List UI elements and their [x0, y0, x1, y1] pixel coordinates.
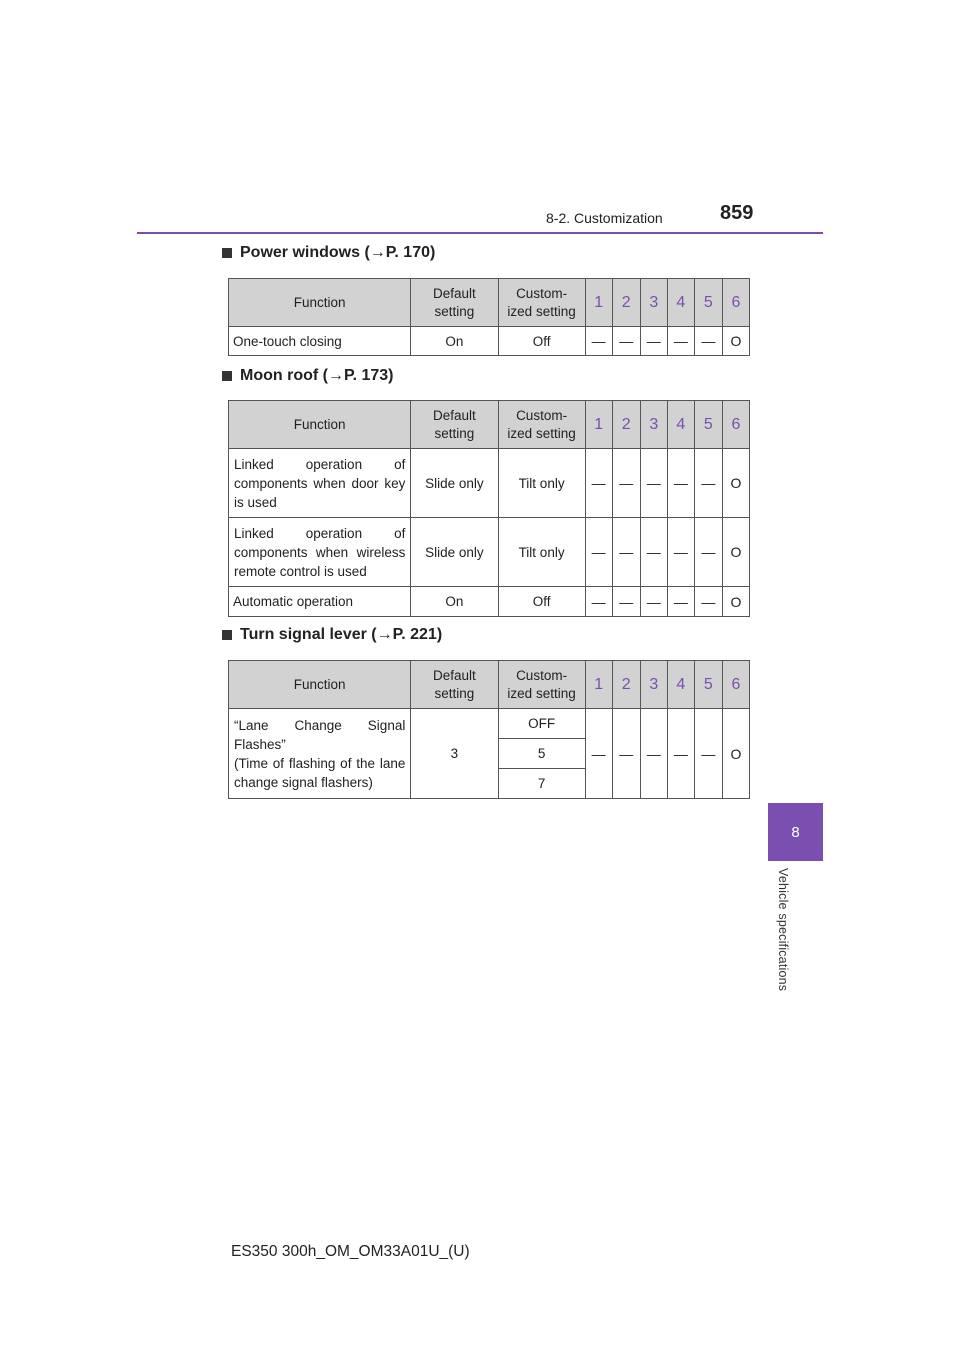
mark-cell: O — [722, 709, 749, 799]
mark-cell: — — [667, 518, 694, 587]
section-title: 8-2. Customization — [546, 210, 663, 226]
header-divider — [137, 232, 823, 234]
custom-option-cell: OFF — [498, 709, 585, 739]
section-heading-power-windows — [222, 244, 435, 262]
mark-cell: — — [640, 449, 667, 518]
mark-cell: — — [667, 709, 694, 799]
header-number-4: 4 — [667, 401, 694, 449]
header-number-2: 2 — [612, 401, 640, 449]
table-row — [229, 327, 750, 356]
header-number-3: 3 — [640, 401, 667, 449]
page-reference-link[interactable]: →P. 170) — [369, 244, 436, 261]
mark-cell: — — [585, 587, 612, 617]
header-number-1: 1 — [585, 401, 612, 449]
mark-cell: — — [612, 709, 640, 799]
function-cell: Linked operation of components when wireless remote control is used — [229, 518, 411, 587]
mark-cell: — — [585, 518, 612, 587]
custom-cell: Tilt only — [498, 518, 585, 587]
header-number-5: 5 — [694, 401, 722, 449]
table-row — [229, 518, 750, 587]
mark-cell: — — [640, 327, 667, 356]
header-number-3: 3 — [640, 661, 667, 709]
table-row — [229, 709, 750, 739]
square-bullet-icon — [222, 248, 232, 258]
custom-cell: Off — [498, 327, 585, 356]
mark-cell: — — [585, 709, 612, 799]
header-number-6: 6 — [722, 279, 749, 327]
header-number-2: 2 — [612, 661, 640, 709]
header-default-setting: Default setting — [411, 401, 498, 449]
mark-cell: — — [640, 709, 667, 799]
table-row — [229, 449, 750, 518]
section-heading-text: Moon roof ( — [240, 367, 328, 384]
mark-cell: — — [667, 449, 694, 518]
mark-cell: — — [694, 587, 722, 617]
custom-option-cell: 7 — [498, 769, 585, 799]
power-windows-table — [228, 278, 750, 356]
mark-cell: O — [722, 449, 749, 518]
page-reference-link[interactable]: →P. 173) — [327, 367, 394, 384]
moon-roof-table — [228, 400, 750, 617]
header-customized-setting: Custom- ized setting — [498, 661, 585, 709]
section-heading-moon-roof — [222, 367, 394, 385]
mark-cell: O — [722, 587, 749, 617]
mark-cell: — — [694, 709, 722, 799]
table-row — [229, 587, 750, 617]
mark-cell: — — [585, 327, 612, 356]
mark-cell: — — [667, 327, 694, 356]
default-cell: On — [411, 327, 498, 356]
turn-signal-table — [228, 660, 750, 799]
header-number-5: 5 — [694, 661, 722, 709]
square-bullet-icon — [222, 371, 232, 381]
mark-cell: — — [612, 449, 640, 518]
custom-cell: Tilt only — [498, 449, 585, 518]
default-cell: Slide only — [411, 449, 498, 518]
mark-cell: — — [640, 587, 667, 617]
header-customized-setting: Custom- ized setting — [498, 279, 585, 327]
section-heading-text: Turn signal lever ( — [240, 626, 377, 643]
header-customized-setting: Custom- ized setting — [498, 401, 585, 449]
header-number-4: 4 — [667, 279, 694, 327]
header-number-3: 3 — [640, 279, 667, 327]
chapter-label: Vehicle specifications — [776, 868, 790, 992]
section-heading-turn-signal-lever — [222, 626, 442, 644]
mark-cell: — — [612, 518, 640, 587]
header-number-2: 2 — [612, 279, 640, 327]
default-cell: 3 — [411, 709, 498, 799]
mark-cell: O — [722, 518, 749, 587]
header-number-6: 6 — [722, 661, 749, 709]
header-number-4: 4 — [667, 661, 694, 709]
mark-cell: — — [667, 587, 694, 617]
custom-cell: Off — [498, 587, 585, 617]
header-number-1: 1 — [585, 661, 612, 709]
custom-option-cell: 5 — [498, 739, 585, 769]
mark-cell: — — [694, 327, 722, 356]
header-number-1: 1 — [585, 279, 612, 327]
header-function: Function — [229, 279, 411, 327]
mark-cell: — — [612, 587, 640, 617]
default-cell: Slide only — [411, 518, 498, 587]
mark-cell: — — [694, 518, 722, 587]
section-heading-text: Power windows ( — [240, 244, 370, 261]
mark-cell: — — [585, 449, 612, 518]
page-number: 859 — [720, 202, 754, 224]
function-cell: “Lane Change Signal Flashes” (Time of flashing of the lane change signal flashers) — [229, 709, 411, 799]
mark-cell: — — [612, 327, 640, 356]
square-bullet-icon — [222, 630, 232, 640]
document-code: ES350 300h_OM_OM33A01U_(U) — [231, 1243, 470, 1260]
mark-cell: O — [722, 327, 749, 356]
header-number-5: 5 — [694, 279, 722, 327]
chapter-tab[interactable]: 8 — [768, 803, 823, 861]
function-cell: Linked operation of components when door key is used — [229, 449, 411, 518]
header-default-setting: Default setting — [411, 279, 498, 327]
header-function: Function — [229, 661, 411, 709]
function-cell: Automatic operation — [229, 587, 411, 617]
mark-cell: — — [694, 449, 722, 518]
header-default-setting: Default setting — [411, 661, 498, 709]
mark-cell: — — [640, 518, 667, 587]
default-cell: On — [411, 587, 498, 617]
header-number-6: 6 — [722, 401, 749, 449]
function-cell: One-touch closing — [229, 327, 411, 356]
header-function: Function — [229, 401, 411, 449]
page-reference-link[interactable]: →P. 221) — [376, 626, 443, 643]
